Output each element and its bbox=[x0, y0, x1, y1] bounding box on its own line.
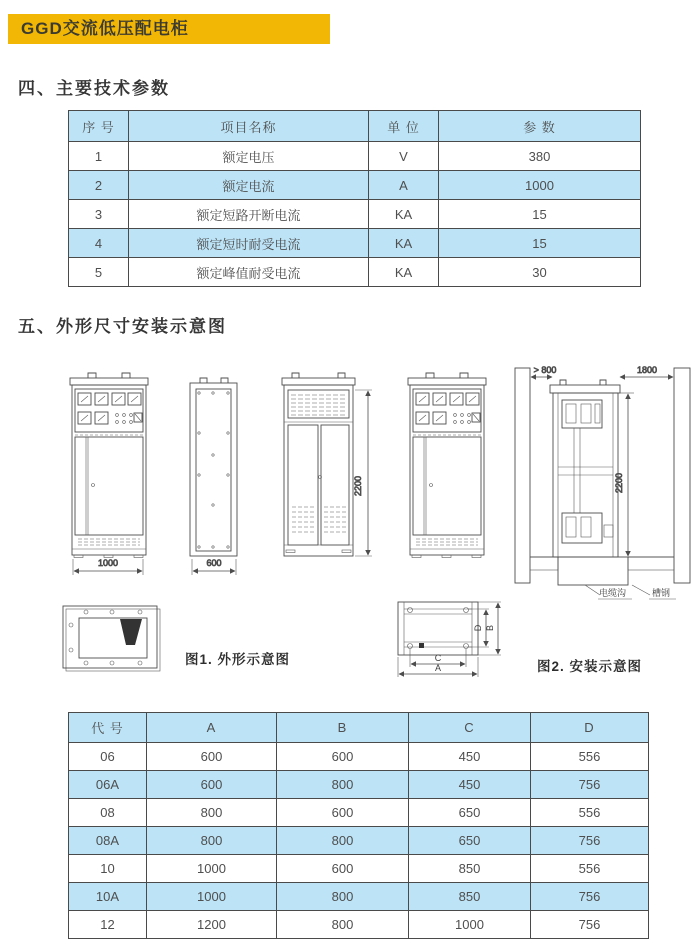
table-cell: 1000 bbox=[409, 911, 531, 939]
table-cell: 额定电压 bbox=[129, 142, 369, 171]
table-cell: 12 bbox=[69, 911, 147, 939]
table-cell: 额定短时耐受电流 bbox=[129, 229, 369, 258]
table-row bbox=[69, 258, 641, 287]
table-cell: 800 bbox=[147, 799, 277, 827]
size-table bbox=[68, 712, 649, 939]
table-cell: 756 bbox=[531, 911, 649, 939]
table-cell: 600 bbox=[147, 743, 277, 771]
table-cell: 600 bbox=[147, 771, 277, 799]
dim-label-d: D bbox=[473, 624, 483, 632]
table-cell: KA bbox=[369, 200, 439, 229]
section-heading-outline-dims: 五、外形尺寸安装示意图 bbox=[18, 317, 227, 336]
table-cell: 800 bbox=[277, 883, 409, 911]
table-cell: 5 bbox=[69, 258, 129, 287]
tech-table-body bbox=[69, 142, 641, 287]
table-cell: 10 bbox=[69, 855, 147, 883]
outline-drawings-area bbox=[0, 355, 700, 700]
table-cell: 2 bbox=[69, 171, 129, 200]
col-header-d: D bbox=[531, 713, 649, 743]
col-header-item: 项目名称 bbox=[129, 111, 369, 142]
table-cell: 1000 bbox=[147, 883, 277, 911]
table-cell: 1000 bbox=[439, 171, 641, 200]
table-cell: 756 bbox=[531, 883, 649, 911]
dimension-diagrams bbox=[0, 355, 700, 700]
table-cell: KA bbox=[369, 258, 439, 287]
col-header-unit: 单 位 bbox=[369, 111, 439, 142]
table-row bbox=[69, 142, 641, 171]
dim-label-1800: 1800 bbox=[636, 365, 658, 375]
table-cell: 756 bbox=[531, 771, 649, 799]
col-header-a: A bbox=[147, 713, 277, 743]
cabinet-front-view-2-drawing bbox=[408, 373, 486, 558]
figure1-caption: 图1. 外形示意图 bbox=[185, 652, 291, 667]
table-cell: 650 bbox=[409, 799, 531, 827]
col-header-c: C bbox=[409, 713, 531, 743]
table-cell: V bbox=[369, 142, 439, 171]
table-header-row bbox=[69, 713, 649, 743]
size-table-body bbox=[69, 743, 649, 939]
table-cell: 30 bbox=[439, 258, 641, 287]
cable-trench-label: 电缆沟 bbox=[599, 588, 627, 598]
installation-side-view-drawing bbox=[515, 368, 690, 599]
table-cell: 800 bbox=[147, 827, 277, 855]
table-cell: 4 bbox=[69, 229, 129, 258]
table-cell: 15 bbox=[439, 229, 641, 258]
table-cell: 600 bbox=[277, 855, 409, 883]
section-heading-tech-params: 四、主要技术参数 bbox=[18, 79, 170, 98]
table-cell: 06A bbox=[69, 771, 147, 799]
table-cell: KA bbox=[369, 229, 439, 258]
dim-label-b: B bbox=[485, 624, 495, 632]
col-header-b: B bbox=[277, 713, 409, 743]
table-cell: 08A bbox=[69, 827, 147, 855]
table-header-row bbox=[69, 111, 641, 142]
table-row bbox=[69, 229, 641, 258]
dim-wall-clearance bbox=[531, 365, 556, 377]
table-cell: 556 bbox=[531, 743, 649, 771]
table-cell: 15 bbox=[439, 200, 641, 229]
table-row bbox=[69, 855, 649, 883]
table-cell: 450 bbox=[409, 743, 531, 771]
table-cell: 450 bbox=[409, 771, 531, 799]
dim-front-clearance bbox=[620, 365, 673, 377]
dim-label-600: 600 bbox=[206, 558, 222, 568]
table-cell: 额定电流 bbox=[129, 171, 369, 200]
col-header-value: 参 数 bbox=[439, 111, 641, 142]
table-cell: 800 bbox=[277, 827, 409, 855]
cabinet-rear-view-drawing bbox=[282, 373, 355, 556]
table-row bbox=[69, 771, 649, 799]
col-header-code: 代 号 bbox=[69, 713, 147, 743]
table-cell: 额定峰值耐受电流 bbox=[129, 258, 369, 287]
table-cell: 600 bbox=[277, 799, 409, 827]
table-row bbox=[69, 200, 641, 229]
table-cell: 1 bbox=[69, 142, 129, 171]
col-header-index: 序 号 bbox=[69, 111, 129, 142]
table-cell: 3 bbox=[69, 200, 129, 229]
table-cell: 756 bbox=[531, 827, 649, 855]
table-cell: 650 bbox=[409, 827, 531, 855]
dim-label-2200-install: 2200 bbox=[614, 472, 624, 494]
channel-steel-label: 槽钢 bbox=[652, 588, 671, 598]
table-cell: 380 bbox=[439, 142, 641, 171]
table-cell: 556 bbox=[531, 855, 649, 883]
table-cell: 1200 bbox=[147, 911, 277, 939]
page-title: GGD交流低压配电柜 bbox=[21, 19, 189, 38]
cabinet-side-panel-drawing bbox=[190, 378, 237, 556]
table-cell: 1000 bbox=[147, 855, 277, 883]
table-row bbox=[69, 911, 649, 939]
size-table-header bbox=[69, 713, 649, 743]
table-cell: 850 bbox=[409, 855, 531, 883]
table-row bbox=[69, 883, 649, 911]
tech-table-header bbox=[69, 111, 641, 142]
table-row bbox=[69, 799, 649, 827]
dim-2200-install bbox=[614, 393, 634, 556]
tech-params-table bbox=[68, 110, 641, 287]
dim-label-c: C bbox=[434, 653, 442, 663]
table-cell: 800 bbox=[277, 911, 409, 939]
table-row bbox=[69, 743, 649, 771]
dim-label-1000: 1000 bbox=[97, 558, 119, 568]
dim-600 bbox=[192, 558, 236, 575]
title-banner bbox=[8, 14, 330, 44]
cabinet-front-view-drawing bbox=[70, 373, 148, 558]
table-cell: 800 bbox=[277, 771, 409, 799]
table-cell: 556 bbox=[531, 799, 649, 827]
table-cell: 06 bbox=[69, 743, 147, 771]
top-plate-drawing bbox=[63, 606, 160, 671]
table-cell: 额定短路开断电流 bbox=[129, 200, 369, 229]
dim-label-2200-rear: 2200 bbox=[353, 475, 363, 497]
table-row bbox=[69, 827, 649, 855]
table-cell: 08 bbox=[69, 799, 147, 827]
table-cell: 10A bbox=[69, 883, 147, 911]
table-cell: A bbox=[369, 171, 439, 200]
dim-1000 bbox=[73, 558, 143, 575]
figure2-caption: 图2. 安装示意图 bbox=[537, 659, 643, 674]
dim-label-a: A bbox=[434, 663, 442, 673]
dim-2200-rear bbox=[353, 390, 372, 556]
table-cell: 600 bbox=[277, 743, 409, 771]
table-cell: 850 bbox=[409, 883, 531, 911]
mounting-base-plan-drawing bbox=[398, 602, 501, 677]
dim-label-gt800: > 800 bbox=[533, 365, 557, 375]
table-row bbox=[69, 171, 641, 200]
